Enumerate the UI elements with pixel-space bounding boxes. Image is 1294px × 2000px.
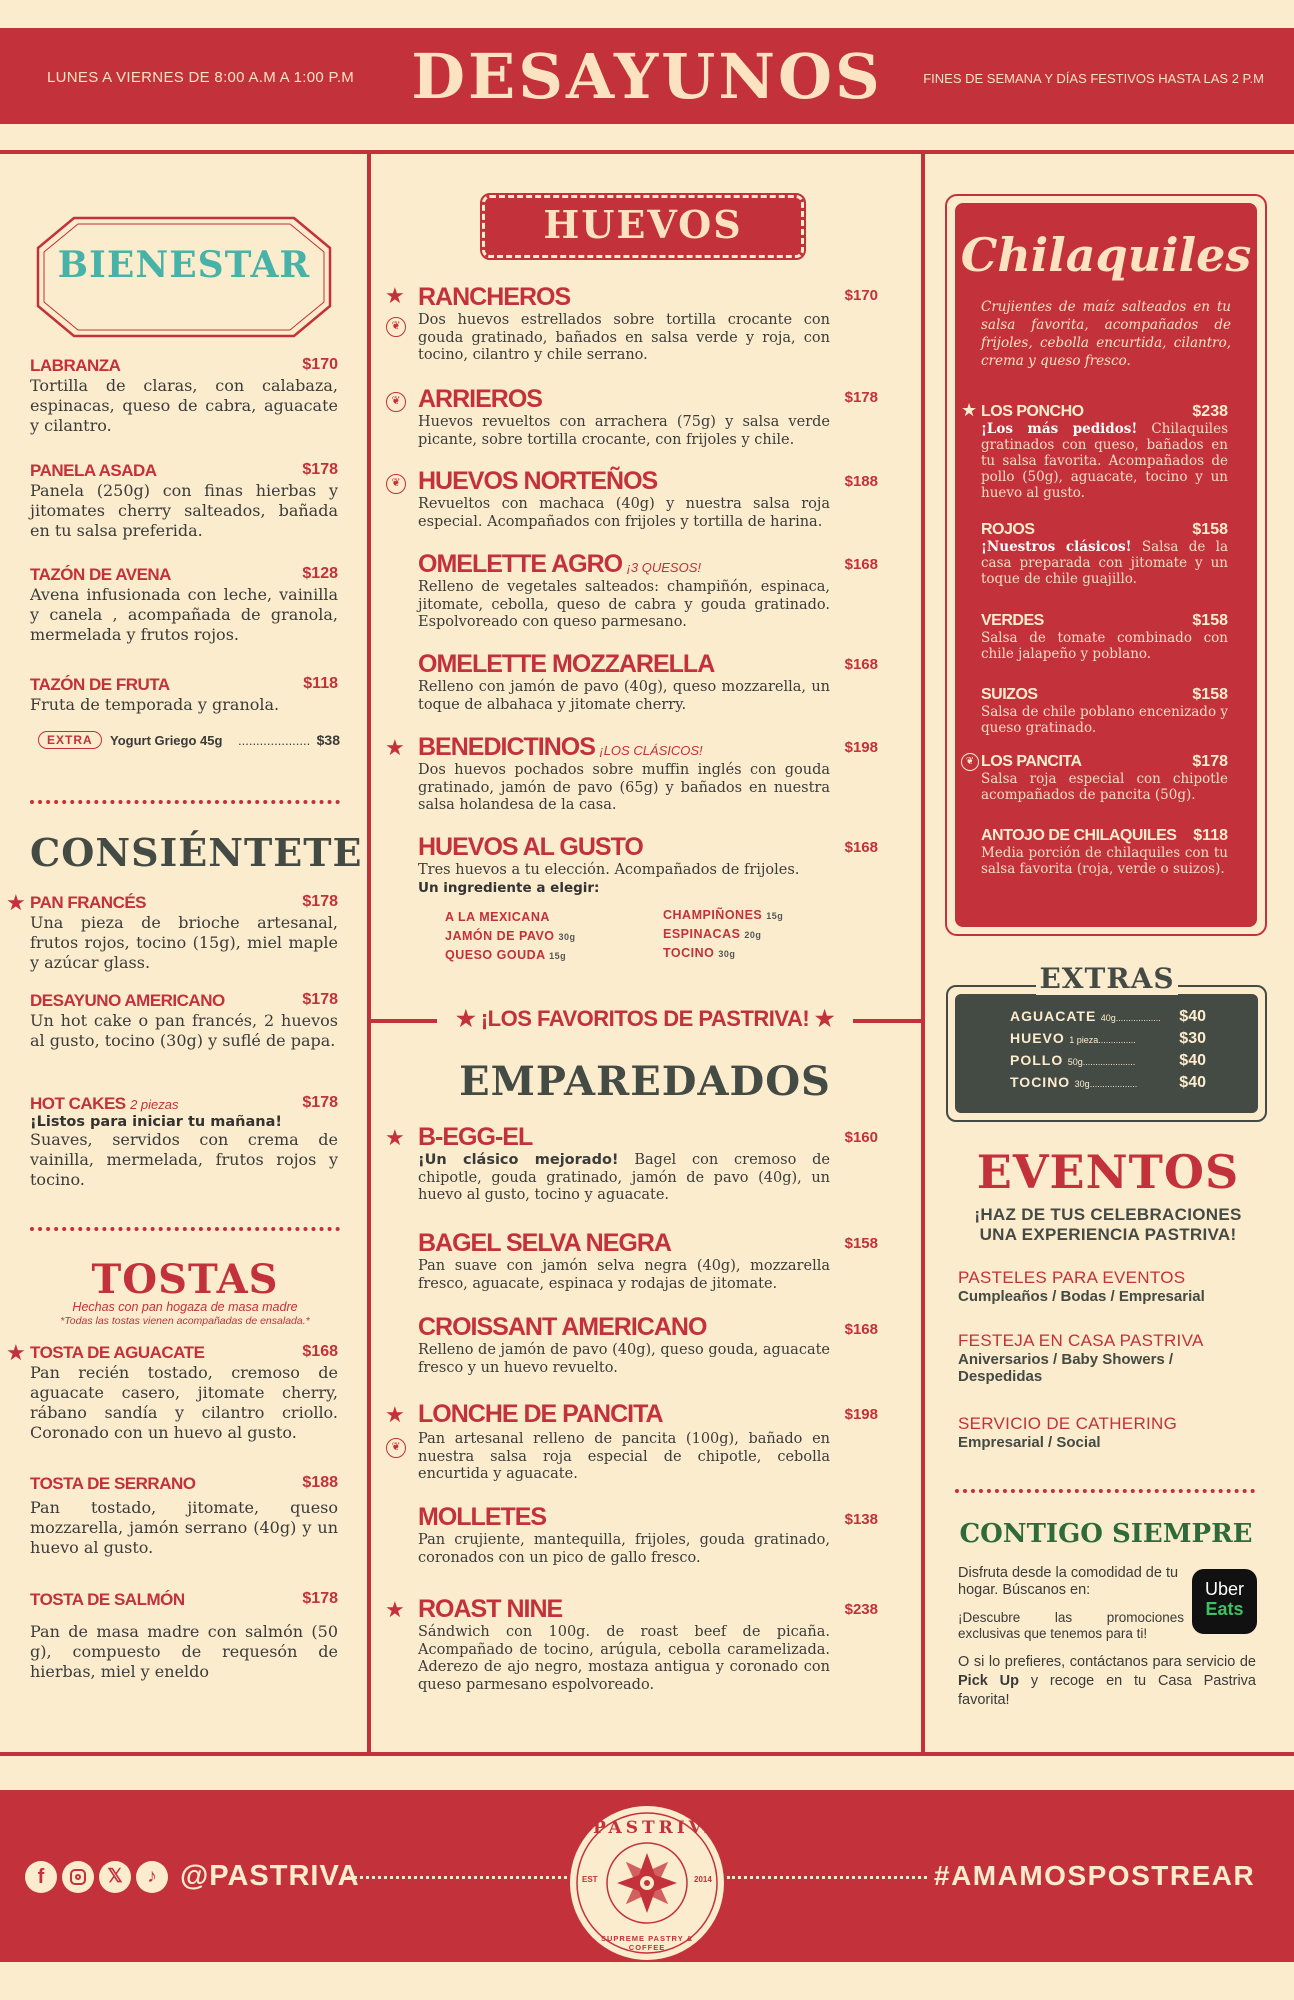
- dotted-divider: [955, 1489, 1255, 1493]
- eventos-item: PASTELES PARA EVENTOS Cumpleaños / Bodas / Empresarial: [958, 1268, 1205, 1305]
- ingredient-option: ESPINACAS 20g: [663, 927, 762, 941]
- ingredient-options: [445, 908, 865, 968]
- menu-item-molletes: MOLLETES $138 Pan crujiente, mantequilla, frijoles, gouda gratinado, coronados con un pico de gallo fresco.: [418, 1503, 878, 1566]
- chilaquiles-los-poncho: LOS PONCHO $238 ¡Los más pedidos! Chilaquiles gratinados con queso, bañados en tu salsa favorita. Acompañados de pollo (50g), aguacate, tocino y un huevo al gusto.: [981, 403, 1229, 501]
- column-divider-left: [367, 152, 371, 1752]
- extras-row: AGUACATE 40g.................. $40: [1010, 1008, 1206, 1025]
- ingredient-option: CHAMPIÑONES 15g: [663, 908, 784, 922]
- x-icon[interactable]: 𝕏: [99, 1861, 131, 1893]
- dotted-divider: [727, 1876, 927, 1879]
- logo-text: PASTRIVA: [593, 1818, 722, 1838]
- facebook-icon[interactable]: f: [25, 1861, 57, 1893]
- eventos-title: EVENTOS: [976, 1145, 1240, 1199]
- logo-subtext: SUPREME PASTRY & COFFEE: [600, 1934, 694, 1952]
- menu-item-tosta-aguacate: TOSTA DE AGUACATE $168 Pan recién tostado, cremoso de aguacate casero, jitomate cherry, rábano sandía y cilantro criollo. Coronado con un huevo al gusto.: [30, 1343, 338, 1442]
- menu-item-croissant-americano: CROISSANT AMERICANO $168 Relleno de jamón de pavo (40g), queso gouda, aguacate fresco y un huevo revuelto.: [418, 1313, 878, 1376]
- menu-item-roast-nine: ROAST NINE $238 Sándwich con 100g. de roast beef de picaña. Acompañado de tocino, arúgula, cebolla caramelizada. Aderezo de ajo negro, mostaza antigua y coronado con queso parmesano espolvoreado.: [418, 1595, 878, 1693]
- extras-list: [1010, 1008, 1206, 1096]
- column-divider-right: [921, 152, 925, 1752]
- instagram-icon[interactable]: [62, 1861, 94, 1893]
- menu-item-panela-asada: PANELA ASADA $178 Panela (250g) con finas hierbas y jitomates cherry salteados, bañada en tu salsa preferida.: [30, 461, 338, 540]
- chilaquiles-antojo: ANTOJO DE CHILAQUILES $118 Media porción de chilaquiles con tu salsa favorita (roja, verde o suizos).: [981, 827, 1228, 877]
- extras-row: TOCINO 30g................... $40: [1010, 1074, 1206, 1091]
- logo-est: EST: [582, 1875, 598, 1884]
- menu-item-desayuno-americano: DESAYUNO AMERICANO $178 Un hot cake o pan francés, 2 huevos al gusto, tocino (30g) y suflé de papa.: [30, 991, 338, 1050]
- menu-item-pan-frances: PAN FRANCÉS $178 Una pieza de brioche artesanal, frutos rojos, tocino (15g), miel maple y azúcar glass.: [30, 893, 338, 972]
- extra-dots: ....................: [238, 733, 311, 748]
- dotted-divider: [347, 1876, 567, 1879]
- eventos-item: FESTEJA EN CASA PASTRIVA Aniversarios / Baby Showers / Despedidas: [958, 1331, 1204, 1385]
- social-handle[interactable]: @PASTRIVA: [180, 1860, 360, 1892]
- star-icon: ★: [385, 1125, 405, 1150]
- chilaquiles-los-pancita: LOS PANCITA $178 Salsa roja especial con chipotle acompañados de pancita (50g).: [981, 753, 1228, 803]
- chilaquiles-title: Chilaquiles: [960, 228, 1252, 282]
- menu-item-benedictinos: BENEDICTINOS ¡LOS CLÁSICOS! $198 Dos huevos pochados sobre muffin inglés con gouda gratinado, jamón de pavo (65g) y bañados en nuestra salsa holandesa de la casa.: [418, 733, 878, 813]
- extras-title: EXTRAS: [1036, 962, 1178, 995]
- menu-item-huevos-al-gusto: HUEVOS AL GUSTO $168 Tres huevos a tu elección. Acompañados de frijoles. Un ingrediente a elegir:: [418, 833, 878, 896]
- menu-item-tosta-salmon: TOSTA DE SALMÓN $178 Pan de masa madre con salmón (50 g), compuesto de requesón de hierbas, miel y eneldo: [30, 1590, 338, 1681]
- contigo-title: CONTIGO SIEMPRE: [959, 1519, 1253, 1549]
- extra-item: Yogurt Griego 45g: [110, 733, 223, 748]
- menu-item-tosta-serrano: TOSTA DE SERRANO $188 Pan tostado, jitomate, queso mozzarella, jamón serrano (40g) y un huevo al gusto.: [30, 1474, 338, 1557]
- eventos-subtitle: ¡HAZ DE TUS CELEBRACIONES UNA EXPERIENCIA PASTRIVA!: [974, 1205, 1242, 1244]
- uber-eats-logo[interactable]: Uber Eats: [1192, 1569, 1257, 1634]
- menu-item-lonche-pancita: LONCHE DE PANCITA $198 Pan artesanal relleno de pancita (100g), bañado en nuestra salsa roja especial de chipotle, cebolla encurtida y aguacate.: [418, 1400, 878, 1482]
- ingredient-option: JAMÓN DE PAVO 30g: [445, 929, 576, 943]
- extras-row: POLLO 50g..................... $40: [1010, 1052, 1206, 1069]
- ingredient-option: A LA MEXICANA: [445, 910, 550, 924]
- extras-row: HUEVO 1 pieza............... $30: [1010, 1030, 1206, 1047]
- chilaquiles-suizos: SUIZOS $158 Salsa de chile poblano encenizado y queso gratinado.: [981, 686, 1228, 736]
- extra-price: $38: [316, 732, 340, 748]
- contigo-pickup: O si lo prefieres, contáctanos para servicio de Pick Up y recoge en tu Casa Pastriva favorita!: [958, 1654, 1257, 1708]
- ingredient-option: TOCINO 30g: [663, 946, 736, 960]
- hashtag: #AMAMOSPOSTREAR: [934, 1860, 1256, 1891]
- huevos-title: HUEVOS: [543, 202, 743, 247]
- extra-badge: EXTRA: [38, 731, 102, 749]
- menu-item-omelette-mozzarella: OMELETTE MOZZARELLA $168 Relleno con jamón de pavo (40g), queso mozzarella, un toque de albahaca y jitomate cherry.: [418, 650, 878, 713]
- chili-icon: ❦: [386, 474, 406, 494]
- star-icon: ★: [385, 1402, 405, 1427]
- contigo-promo: ¡Descubre las promociones exclusivas que tenemos para ti!: [958, 1610, 1184, 1641]
- chili-icon: ❦: [386, 317, 406, 337]
- menu-item-labranza: LABRANZA $170 Tortilla de claras, con calabaza, espinacas, queso de cabra, aguacate y cilantro.: [30, 356, 338, 435]
- chilaquiles-intro: Crujientes de maíz salteados en tu salsa favorita, acompañados de frijoles, cebolla encurtida, cilantro, crema y queso fresco.: [981, 299, 1231, 369]
- tostas-title: TOSTAS: [91, 1256, 279, 1303]
- contigo-text: Disfruta desde la comodidad de tu hogar. Búscanos en:: [958, 1565, 1179, 1598]
- menu-item-b-egg-el: B-EGG-EL $160 ¡Un clásico mejorado! Bagel con cremoso de chipotle, gouda gratinado, jamón de pavo (40g), un huevo al gusto, tocino y aguacate.: [418, 1123, 878, 1203]
- social-icons: [25, 1861, 175, 1893]
- menu-item-tazon-avena: TAZÓN DE AVENA $128 Avena infusionada con leche, vainilla y canela , acompañada de granola, mermelada y frutos rojos.: [30, 565, 338, 644]
- menu-item-arrieros: ARRIEROS $178 Huevos revueltos con arrachera (75g) y salsa verde picante, sobre tortilla crocante, con frijoles y chile.: [418, 385, 878, 448]
- top-divider: [0, 150, 1294, 154]
- menu-item-omelette-agro: OMELETTE AGRO ¡3 QUESOS! $168 Relleno de vegetales salteados: champiñón, espinaca, jitomate, cebolla, queso de cabra y gouda gratinado. Espolvoreado con queso parmesano.: [418, 550, 878, 630]
- star-icon: ★: [961, 400, 978, 420]
- menu-item-huevos-nortenos: HUEVOS NORTEÑOS $188 Revueltos con machaca (40g) y nuestra salsa roja especial. Acompañados con frijoles y tortilla de harina.: [418, 467, 878, 530]
- chili-icon: ❦: [961, 753, 979, 771]
- chili-icon: ❦: [386, 1438, 406, 1458]
- extra-yogurt-row: [38, 730, 340, 752]
- chilaquiles-verdes: VERDES $158 Salsa de tomate combinado con chile jalapeño y poblano.: [981, 612, 1228, 662]
- star-icon: ★: [385, 735, 405, 760]
- bottom-divider: [0, 1752, 1294, 1756]
- consientete-title: CONSIÉNTETE: [30, 830, 363, 875]
- menu-item-bagel-selva-negra: BAGEL SELVA NEGRA $158 Pan suave con jamón selva negra (40g), mozzarella fresco, aguacate, espinaca y rodajas de jitomate.: [418, 1229, 878, 1292]
- dotted-divider: [30, 1227, 340, 1231]
- favoritos-banner: ★ ¡LOS FAVORITOS DE PASTRIVA! ★: [437, 1006, 853, 1032]
- logo-year: 2014: [694, 1875, 712, 1884]
- emparedados-title: EMPAREDADOS: [459, 1058, 831, 1105]
- bienestar-title: BIENESTAR: [57, 244, 311, 286]
- menu-item-tazon-fruta: TAZÓN DE FRUTA $118 Fruta de temporada y granola.: [30, 675, 338, 714]
- page-title: DESAYUNOS: [411, 40, 883, 113]
- chili-icon: ❦: [386, 392, 406, 412]
- star-icon: ★: [6, 1340, 26, 1365]
- dotted-divider: [30, 800, 340, 804]
- star-icon: ★: [385, 283, 405, 308]
- menu-item-hot-cakes: HOT CAKES 2 piezas $178 ¡Listos para iniciar tu mañana! Suaves, servidos con crema de vainilla, mermelada, frutos rojos y tocino.: [30, 1094, 338, 1189]
- eventos-item: SERVICIO DE CATHERING Empresarial / Social: [958, 1414, 1178, 1451]
- weekend-hours: FINES DE SEMANA Y DÍAS FESTIVOS HASTA LAS 2 P.M: [923, 71, 1264, 86]
- header-band: [0, 28, 1294, 124]
- weekday-hours: LUNES A VIERNES DE 8:00 A.M A 1:00 P.M: [47, 69, 355, 86]
- tostas-note: *Todas las tostas vienen acompañadas de ensalada.*: [60, 1315, 310, 1327]
- tiktok-icon[interactable]: ♪: [136, 1861, 168, 1893]
- menu-item-rancheros: RANCHEROS $170 Dos huevos estrellados sobre tortilla crocante con gouda gratinado, bañados en salsa verde y roja, con tocino, cilantro y chile serrano.: [418, 283, 878, 363]
- star-icon: ★: [385, 1597, 405, 1622]
- star-icon: ★: [6, 890, 26, 915]
- ingredient-option: QUESO GOUDA 15g: [445, 948, 567, 962]
- chilaquiles-rojos: ROJOS $158 ¡Nuestros clásicos! Salsa de la casa preparada con jitomate y un toque de chile guajillo.: [981, 521, 1229, 587]
- tostas-subtitle: Hechas con pan hogaza de masa madre: [72, 1300, 298, 1314]
